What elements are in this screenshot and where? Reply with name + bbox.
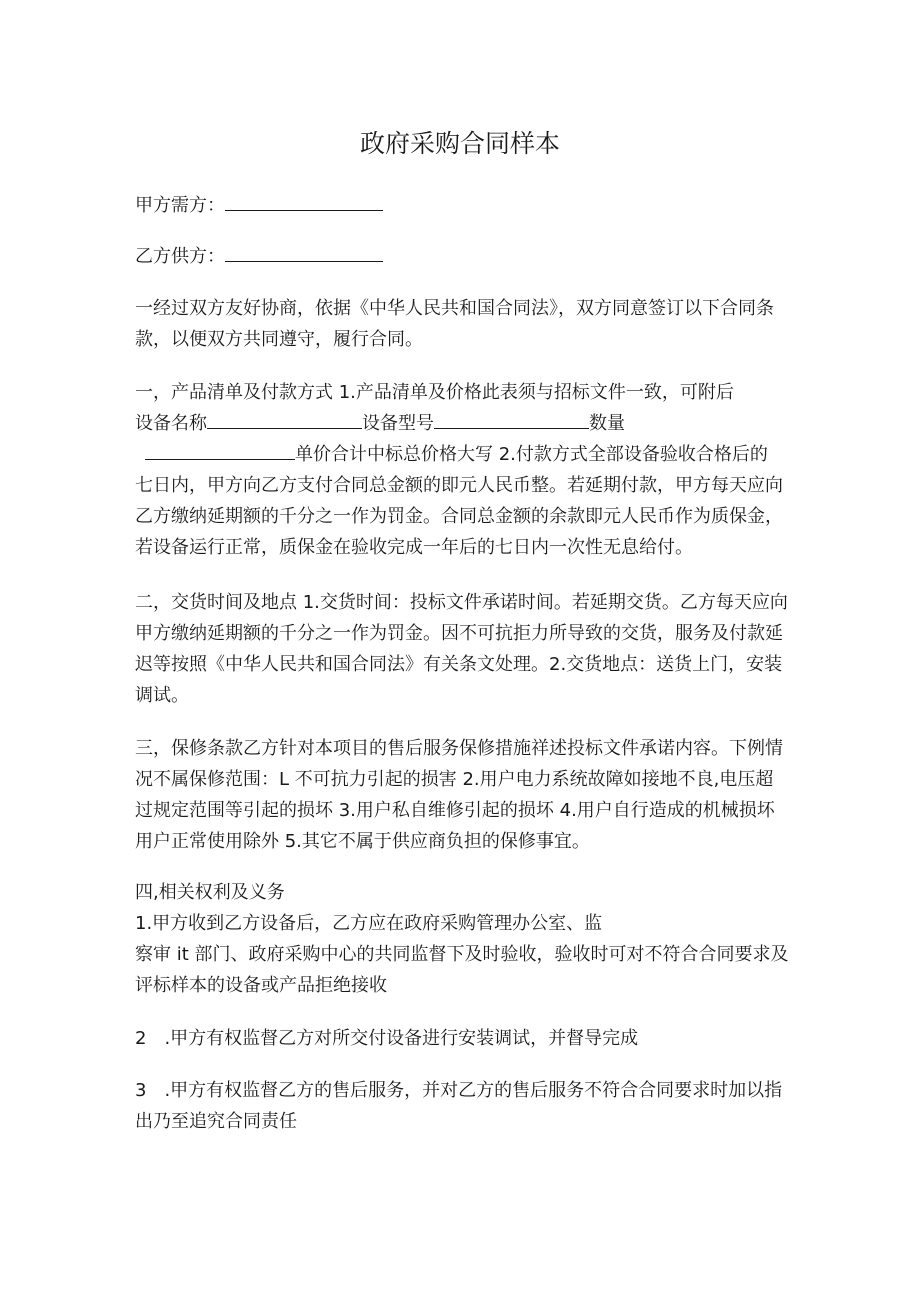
intro-text: 一经过双方友好协商，依据《中华人民共和国合同法》，双方同意签订以下合同条款，以便双方共同遵守，履行合同。 <box>135 298 774 350</box>
section-4-item-3-text: 3 .甲方有权监督乙方的售后服务，并对乙方的售后服务不符合合同要求时加以指出乃至追究合同责任 <box>135 1080 783 1132</box>
equipment-name-blank <box>207 408 362 429</box>
section-4-item-3 <box>135 1075 790 1137</box>
section-1-line-3-text: 单价合计中标总价格大写 2.付款方式全部设备验收合格后的 <box>295 444 768 465</box>
quantity-label: 数量 <box>589 413 625 434</box>
equipment-model-blank <box>434 408 589 429</box>
section-1-line-3 <box>135 439 790 470</box>
section-3 <box>135 733 790 857</box>
section-4 <box>135 877 790 1001</box>
section-4-item-1-line-1: 1.甲方收到乙方设备后，乙方应在政府采购管理办公室、监 <box>135 913 603 934</box>
party-a-line <box>135 190 383 221</box>
equipment-model-label: 设备型号 <box>362 413 434 434</box>
party-b-label: 乙方供方： <box>135 246 225 267</box>
unit-price-blank <box>145 439 295 460</box>
section-2 <box>135 587 790 711</box>
section-4-item-2 <box>135 1023 790 1054</box>
party-b-blank <box>225 241 383 262</box>
party-b-line <box>135 241 383 272</box>
equipment-fields-line <box>135 408 790 439</box>
section-1 <box>135 377 790 563</box>
equipment-name-label: 设备名称 <box>135 413 207 434</box>
section-4-item-2-text: 2 .甲方有权监督乙方对所交付设备进行安装调试，并督导完成 <box>135 1028 639 1049</box>
party-a-label: 甲方需方： <box>135 195 225 216</box>
section-4-item-1-rest: 察审 it 部门、政府采购中心的共同监督下及时验收，验收时可对不符合合同要求及评标样本的设备或产品拒绝接收 <box>135 944 789 996</box>
section-3-text: 三，保修条款乙方针对本项目的售后服务保修措施祥述投标文件承诺内容。下例情况不属保修范围：L 不可抗力引起的损害 2.用户电力系统故障如接地不良,电压超过规定范围等引起的损坏 3.用户私自维修引起的损坏 4.用户自行造成的机械损坏用户正常使用除外 5.其它不属于供应商负担的保修事宜。 <box>135 738 783 852</box>
section-4-heading: 四,相关权利及义务 <box>135 882 285 903</box>
section-1-line-1: 一，产品清单及付款方式 1.产品清单及价格此表须与招标文件一致，可附后 <box>135 382 734 403</box>
intro-paragraph <box>135 293 790 355</box>
section-1-body: 七日内，甲方向乙方支付合同总金额的即元人民币整。若延期付款，甲方每天应向乙方缴纳延期额的千分之一作为罚金。合同总金额的余款即元人民币作为质保金，若设备运行正常，质保金在验收完成一年后的七日内一次性无息给付。 <box>135 475 783 558</box>
section-2-text: 二，交货时间及地点 1.交货时间：投标文件承诺时间。若延期交货。乙方每天应向甲方缴纳延期额的千分之一作为罚金。因不可抗拒力所导致的交货，服务及付款延迟等按照《中华人民共和国合同法》有关条文处理。2.交货地点：送货上门，安装调试。 <box>135 592 788 706</box>
document-title: 政府采购合同样本 <box>359 129 560 158</box>
party-a-blank <box>225 190 383 211</box>
